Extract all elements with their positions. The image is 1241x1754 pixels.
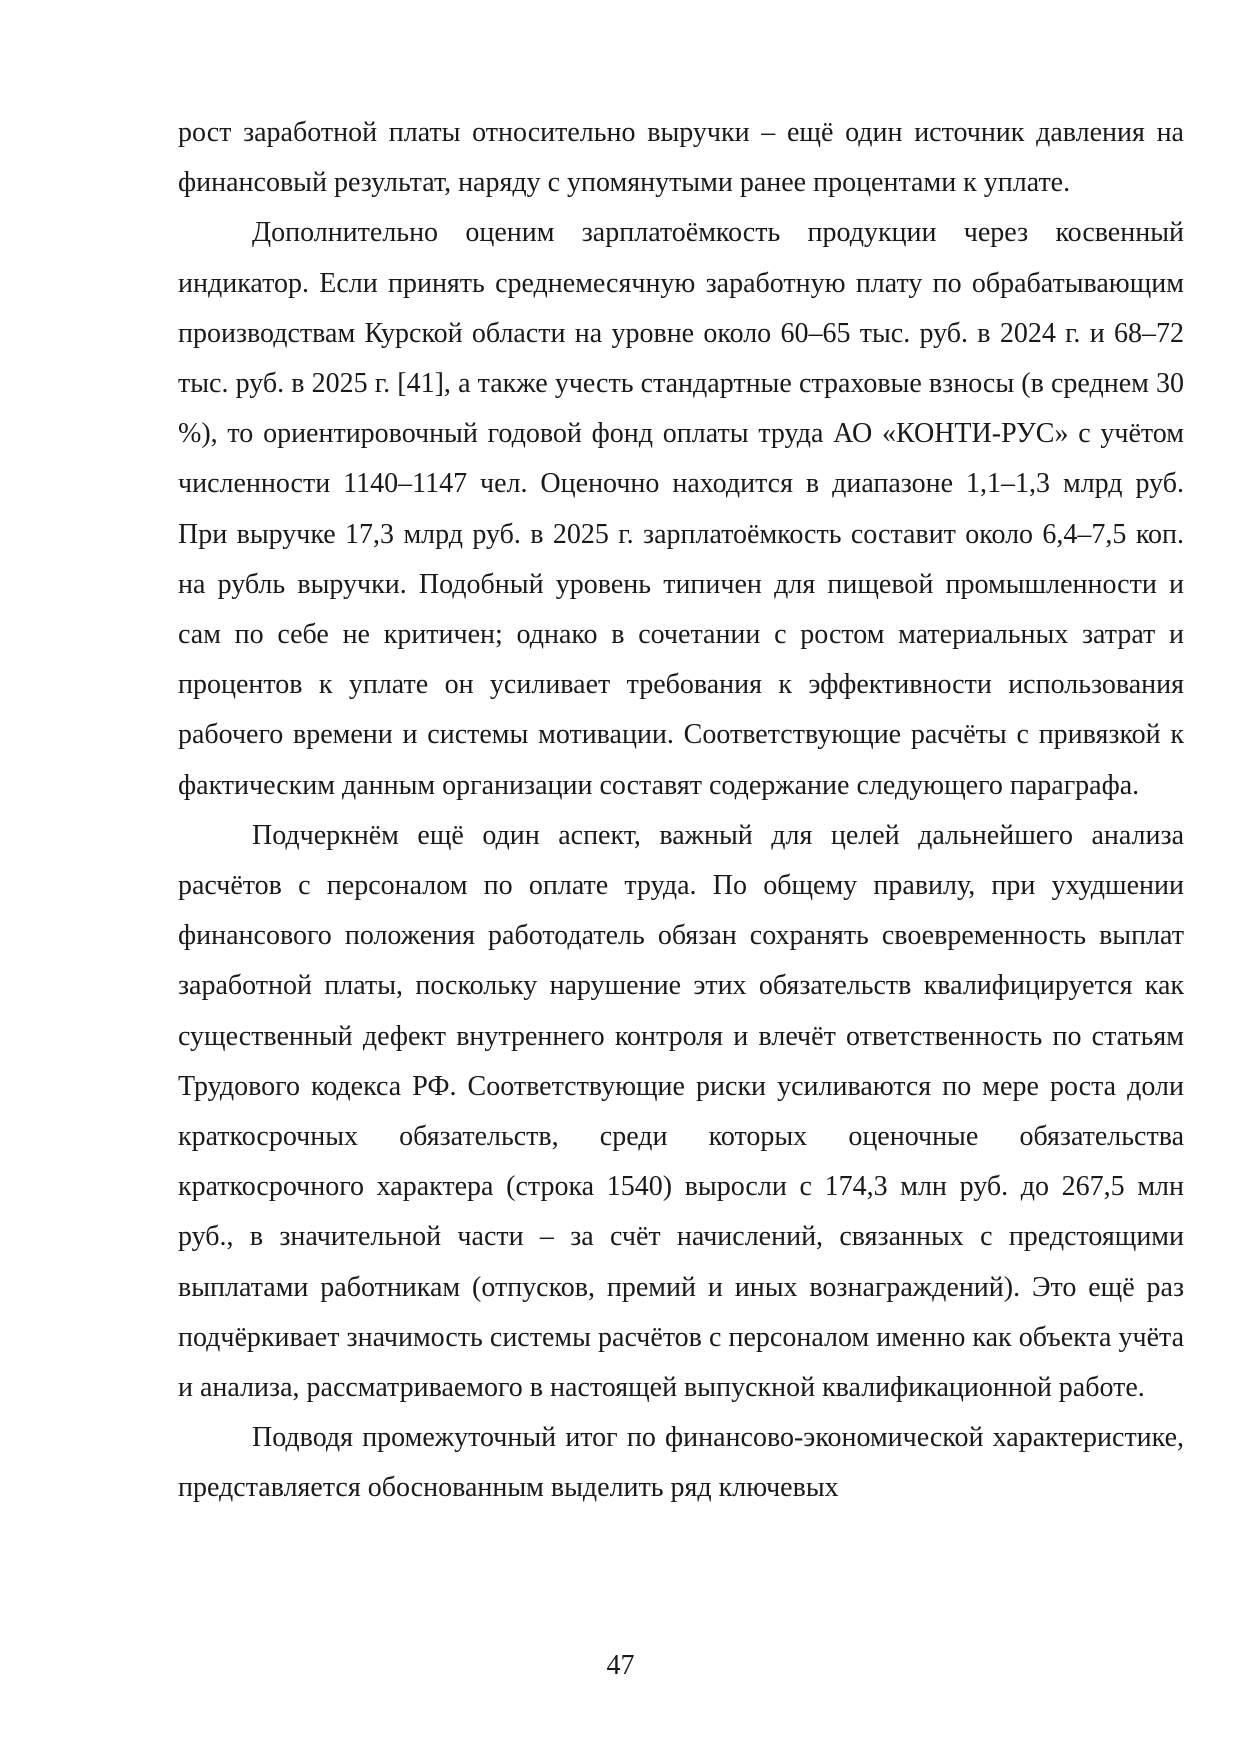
paragraph-interim-summary: Подводя промежуточный итог по финансово-экономической характеристике, представляется обоснованным выделить ряд ключевых bbox=[178, 1422, 1184, 1504]
paragraph-salary-intensity: Дополнительно оценим зарплатоёмкость продукции через косвенный индикатор. Если принять среднемесячную заработную плату по обрабатывающим производствам Курской области на уровне около 60–65 тыс. руб. в 2024 г. и 68–72 тыс. руб. в 2025 г. [41], а также учесть стандартные страховые взносы (в среднем 30 %), то ориентировочный годовой фонд оплаты труда АО «КОНТИ-РУС» с учётом численности 1140–1147 чел. Оценочно находится в диапазоне 1,1–1,3 млрд руб. При выручке 17,3 млрд руб. в 2025 г. зарплатоёмкость составит около 6,4–7,5 коп. на рубль выручки. Подобный уровень типичен для пищевой промышленности и сам по себе не критичен; однако в сочетании с ростом материальных затрат и процентов к уплате он усиливает требования к эффективности использования рабочего времени и системы мотивации. Соответствующие расчёты с привязкой к фактическим данным организации составят содержание следующего параграфа. bbox=[178, 217, 1184, 801]
document-body bbox=[178, 108, 1184, 1514]
page-number: 47 bbox=[606, 1650, 635, 1681]
paragraph-continuation: рост заработной платы относительно выручки – ещё один источник давления на финансовый результат, наряду с упомянутыми ранее процентами к уплате. bbox=[178, 117, 1184, 199]
paragraph-payroll-obligations: Подчеркнём ещё один аспект, важный для целей дальнейшего анализа расчётов с персоналом по оплате труда. По общему правилу, при ухудшении финансового положения работодатель обязан сохранять своевременность выплат заработной платы, поскольку нарушение этих обязательств квалифицируется как существенный дефект внутреннего контроля и влечёт ответственность по статьям Трудового кодекса РФ. Соответствующие риски усиливаются по мере роста доли краткосрочных обязательств, среди которых оценочные обязательства краткосрочного характера (строка 1540) выросли с 174,3 млн руб. до 267,5 млн руб., в значительной части – за счёт начислений, связанных с предстоящими выплатами работникам (отпусков, премий и иных вознаграждений). Это ещё раз подчёркивает значимость системы расчётов с персоналом именно как объекта учёта и анализа, рассматриваемого в настоящей выпускной квалификационной работе. bbox=[178, 819, 1184, 1404]
